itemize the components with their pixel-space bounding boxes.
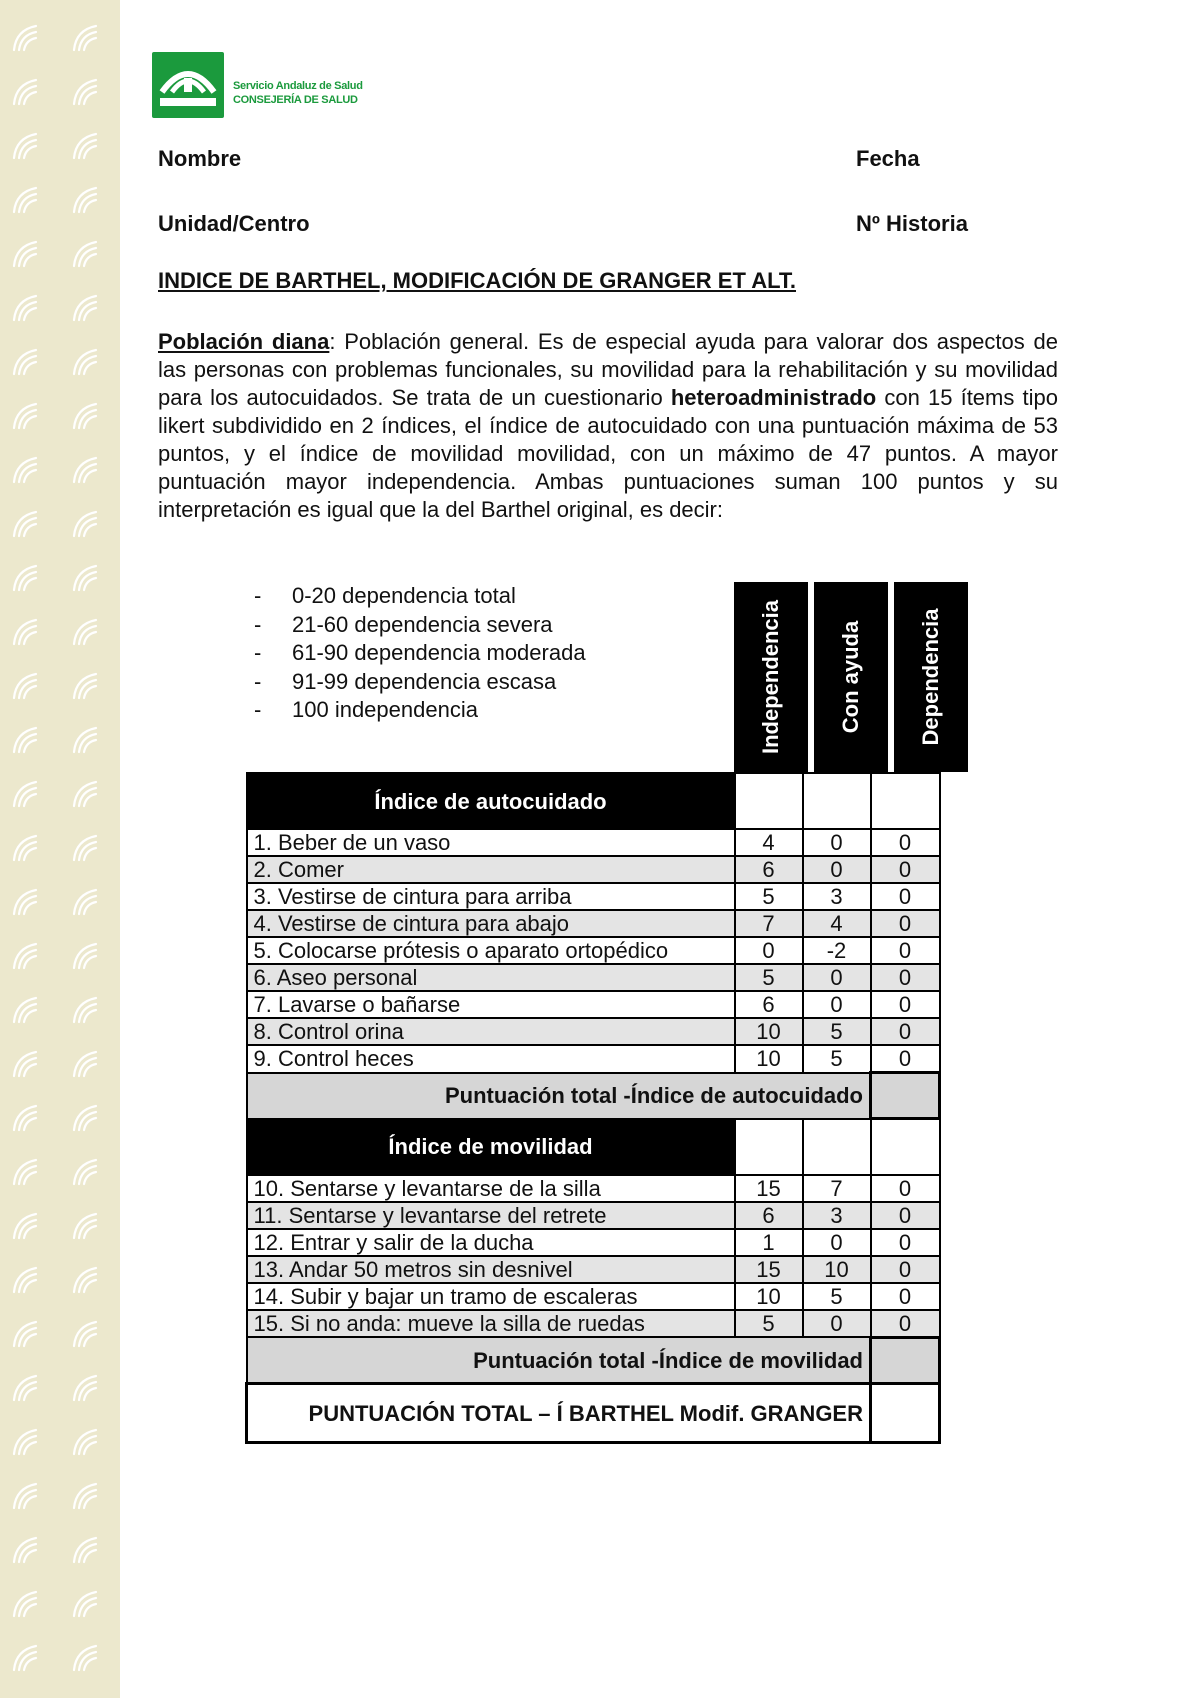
table-row: 4. Vestirse de cintura para abajo 7 4 0 — [247, 910, 940, 937]
scale-item: - 91-99 dependencia escasa — [254, 668, 586, 697]
junta-andalucia-logo-icon — [152, 52, 224, 118]
table-row: 7. Lavarse o bañarse 6 0 0 — [247, 991, 940, 1018]
table-row: 2. Comer 6 0 0 — [247, 856, 940, 883]
intro-text-2: con 15 ítems tipo likert subdividido en 2 índices, el índice de autocuidado con una puntuación máxima de 53 puntos, y el índice de movilidad movilidad, con un máximo de 47 puntos. A mayor puntuación mayor independencia. Ambas puntuaciones suman 100 puntos y su interpretación es igual que la del Barthel original, es decir: — [158, 385, 1058, 522]
org-line-2: CONSEJERÍA DE SALUD — [233, 94, 358, 106]
scale-item: - 21-60 dependencia severa — [254, 611, 586, 640]
table-row: 6. Aseo personal 5 0 0 — [247, 964, 940, 991]
org-name — [233, 79, 363, 107]
org-line-1: Servicio Andaluz de Salud — [233, 80, 363, 92]
subtotal-autocuidado-label: Puntuación total -Índice de autocuidado — [247, 1073, 871, 1119]
table-row: 3. Vestirse de cintura para arriba 5 3 0 — [247, 883, 940, 910]
swirl-pattern-icon — [0, 0, 120, 1698]
interpretation-scale — [254, 582, 586, 725]
table-row: 10. Sentarse y levantarse de la silla 15 7 0 — [247, 1175, 940, 1202]
column-header-independencia: Independencia — [734, 582, 808, 772]
table-row: 14. Subir y bajar un tramo de escaleras 10 5 0 — [247, 1283, 940, 1310]
intro-bold: heteroadministrado — [670, 385, 877, 410]
scale-item: - 100 independencia — [254, 696, 586, 725]
intro-label: Población diana — [158, 329, 330, 354]
subtotal-movilidad-box[interactable] — [871, 1337, 940, 1384]
table-row: 12. Entrar y salir de la ducha 1 0 0 — [247, 1229, 940, 1256]
table-row: 5. Colocarse prótesis o aparato ortopédico 0 -2 0 — [247, 937, 940, 964]
field-nombre: Nombre — [158, 146, 242, 171]
section-heading-autocuidado: Índice de autocuidado — [247, 773, 735, 829]
subtotal-movilidad-label: Puntuación total -Índice de movilidad — [247, 1337, 871, 1384]
table-row: 15. Si no anda: mueve la silla de ruedas 5 0 0 — [247, 1310, 940, 1338]
field-unidad: Unidad/Centro — [158, 211, 310, 236]
column-header-dependencia: Dependencia — [894, 582, 968, 772]
subtotal-autocuidado-box[interactable] — [871, 1073, 940, 1119]
column-header-con-ayuda: Con ayuda — [814, 582, 888, 772]
grand-total-box[interactable] — [871, 1384, 940, 1443]
field-historia: Nº Historia — [856, 211, 968, 236]
section-heading-movilidad: Índice de movilidad — [247, 1119, 735, 1175]
barthel-table — [245, 772, 941, 1444]
table-row: 9. Control heces 10 5 0 — [247, 1045, 940, 1073]
field-fecha: Fecha — [856, 146, 920, 171]
decorative-sidebar — [0, 0, 120, 1698]
table-row: 1. Beber de un vaso 4 0 0 — [247, 829, 940, 856]
grand-total-label: PUNTUACIÓN TOTAL – Í BARTHEL Modif. GRANGER — [247, 1384, 871, 1443]
scale-item: - 61-90 dependencia moderada — [254, 639, 586, 668]
page-title: INDICE DE BARTHEL, MODIFICACIÓN DE GRANGER ET ALT. — [158, 268, 796, 293]
table-row: 11. Sentarse y levantarse del retrete 6 3 0 — [247, 1202, 940, 1229]
intro-paragraph — [158, 328, 1058, 524]
table-row: 8. Control orina 10 5 0 — [247, 1018, 940, 1045]
table-row: 13. Andar 50 metros sin desnivel 15 10 0 — [247, 1256, 940, 1283]
intro-text-1: : Población general. Es de especial ayuda para valorar dos aspectos de las personas con problemas funcionales, su movilidad para la rehabilitación y su movilidad para los autocuidados. Se trata de un cuestionario — [158, 329, 1058, 410]
scale-item: - 0-20 dependencia total — [254, 582, 586, 611]
